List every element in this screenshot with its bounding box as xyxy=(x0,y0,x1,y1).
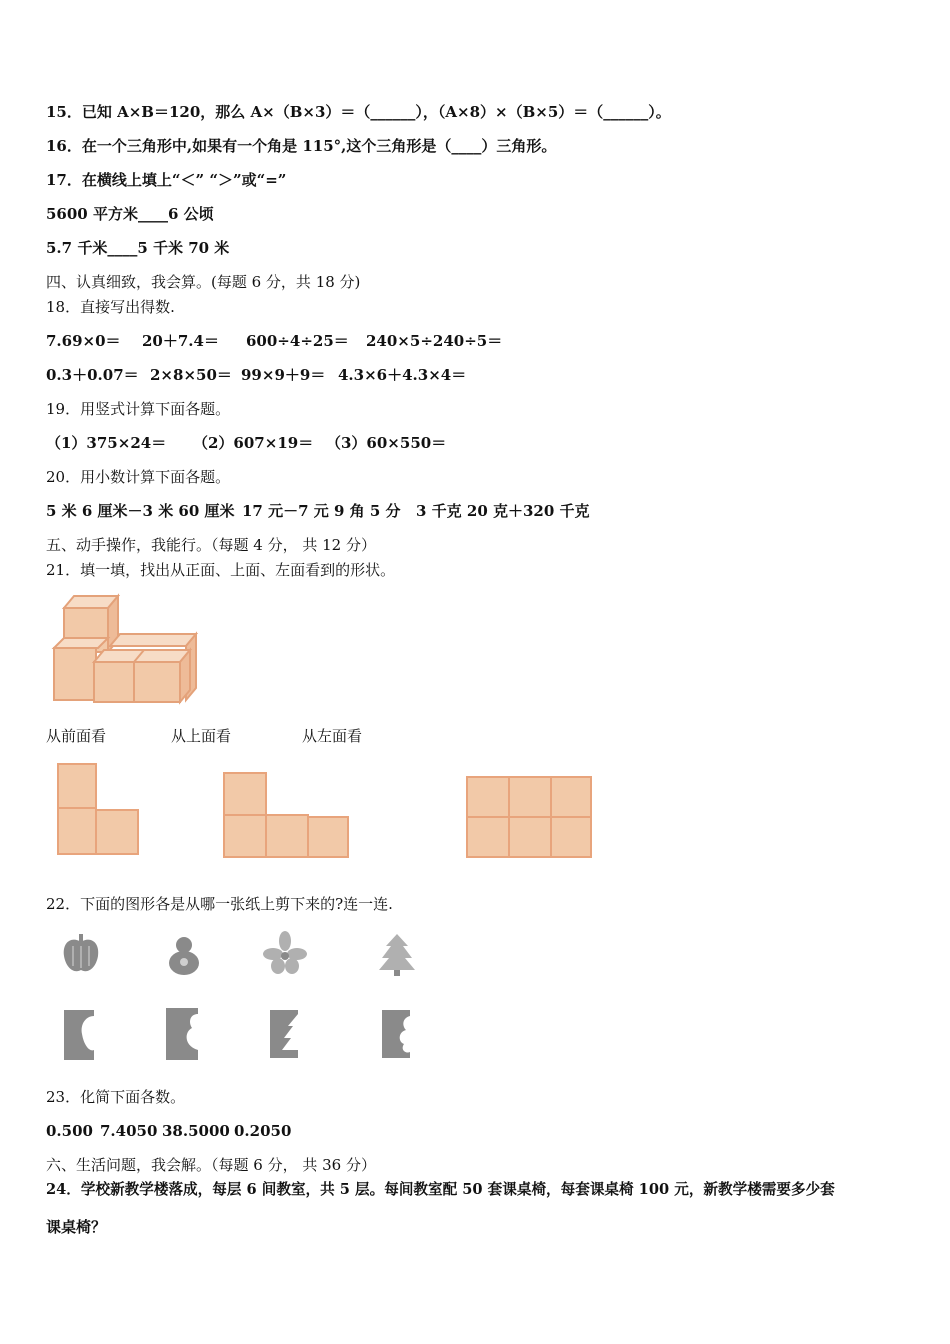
question-17-title: 17．在横线上填上“＜” “＞”或“=” xyxy=(46,171,287,189)
question-18-row-1 xyxy=(46,331,502,351)
question-24-line-2: 课桌椅？ xyxy=(46,1218,107,1236)
view-label-top: 从上面看 xyxy=(171,727,232,745)
view-shape-grid xyxy=(464,774,596,862)
question-20-title: 20．用小数计算下面各题。 xyxy=(46,468,231,486)
flower-cutout-icon xyxy=(262,930,308,976)
view-label-left: 从左面看 xyxy=(302,727,363,745)
question-21-title: 21．填一填，找出从正面、上面、左面看到的形状。 xyxy=(46,561,396,579)
vertical-calc-item: （1）375×24＝ xyxy=(46,434,167,452)
decimal-calc-item: 3 千克 20 克＋320 千克 xyxy=(416,502,590,520)
question-17-b: 5.7 千米____5 千米 70 米 xyxy=(46,239,230,257)
question-24-line-1: 24．学校新教学楼落成，每层 6 间教室，共 5 层。每间教室配 50 套课桌椅，每套课桌椅 100 元，新教学楼需要多少套 xyxy=(46,1181,835,1198)
calc-item: 4.3×6＋4.3×4＝ xyxy=(338,366,467,384)
paper-tree-half-icon xyxy=(266,1006,304,1062)
view-shape-l xyxy=(54,762,144,860)
decimal-calc-item: 17 元－7 元 9 角 5 分 xyxy=(242,502,401,520)
calc-item: 20＋7.4＝ xyxy=(142,332,219,350)
vertical-calc-item: （3）60×550＝ xyxy=(326,434,447,452)
paper-apple-half-icon xyxy=(60,1006,100,1062)
calc-item: 99×9＋9＝ xyxy=(241,366,326,384)
tree-cutout-icon xyxy=(374,930,420,978)
question-20-items xyxy=(46,501,590,521)
question-15: 15．已知 A×B＝120，那么 A×（B×3）＝（______），（A×8）×（B×5）＝（______）。 xyxy=(46,103,671,121)
simplify-value: 38.5000 xyxy=(162,1122,230,1140)
simplify-value: 0.500 xyxy=(46,1122,93,1140)
view-shape-step xyxy=(220,770,354,862)
question-19-items xyxy=(46,433,446,453)
calc-item: 0.3＋0.07＝ xyxy=(46,366,139,384)
vertical-calc-item: （2）607×19＝ xyxy=(193,434,314,452)
calc-item: 2×8×50＝ xyxy=(150,366,232,384)
question-17-a: 5600 平方米____6 公顷 xyxy=(46,205,214,223)
apple-cutout-icon xyxy=(58,932,104,978)
question-22-title: 22．下面的图形各是从哪一张纸上剪下来的?连一连. xyxy=(46,895,393,913)
decimal-calc-item: 5 米 6 厘米－3 米 60 厘米 xyxy=(46,502,235,520)
simplify-value: 7.4050 xyxy=(100,1122,158,1140)
question-23-values xyxy=(46,1121,291,1141)
calc-item: 600÷4÷25＝ xyxy=(246,332,349,350)
section-6-heading: 六、生活问题，我会解。（每题 6 分， 共 36 分） xyxy=(46,1156,376,1174)
question-18-row-2 xyxy=(46,365,466,385)
question-19-title: 19．用竖式计算下面各题。 xyxy=(46,400,231,418)
section-4-heading: 四、认真细致，我会算。(每题 6 分，共 18 分) xyxy=(46,273,361,291)
section-5-heading: 五、动手操作，我能行。（每题 4 分， 共 12 分） xyxy=(46,536,376,554)
question-23-title: 23．化简下面各数。 xyxy=(46,1088,186,1106)
view-label-front: 从前面看 xyxy=(46,727,107,745)
question-16: 16．在一个三角形中,如果有一个角是 115°,这个三角形是（____）三角形。 xyxy=(46,137,557,155)
simplify-value: 0.2050 xyxy=(234,1122,292,1140)
question-18-title: 18．直接写出得数. xyxy=(46,298,175,316)
view-labels xyxy=(46,726,362,746)
calc-item: 240×5÷240÷5＝ xyxy=(366,332,503,350)
paper-gourd-half-icon xyxy=(160,1004,202,1062)
cube-stack-figure xyxy=(46,590,206,708)
gourd-cutout-icon xyxy=(162,932,206,978)
calc-item: 7.69×0＝ xyxy=(46,332,121,350)
paper-flower-half-icon xyxy=(378,1006,416,1062)
